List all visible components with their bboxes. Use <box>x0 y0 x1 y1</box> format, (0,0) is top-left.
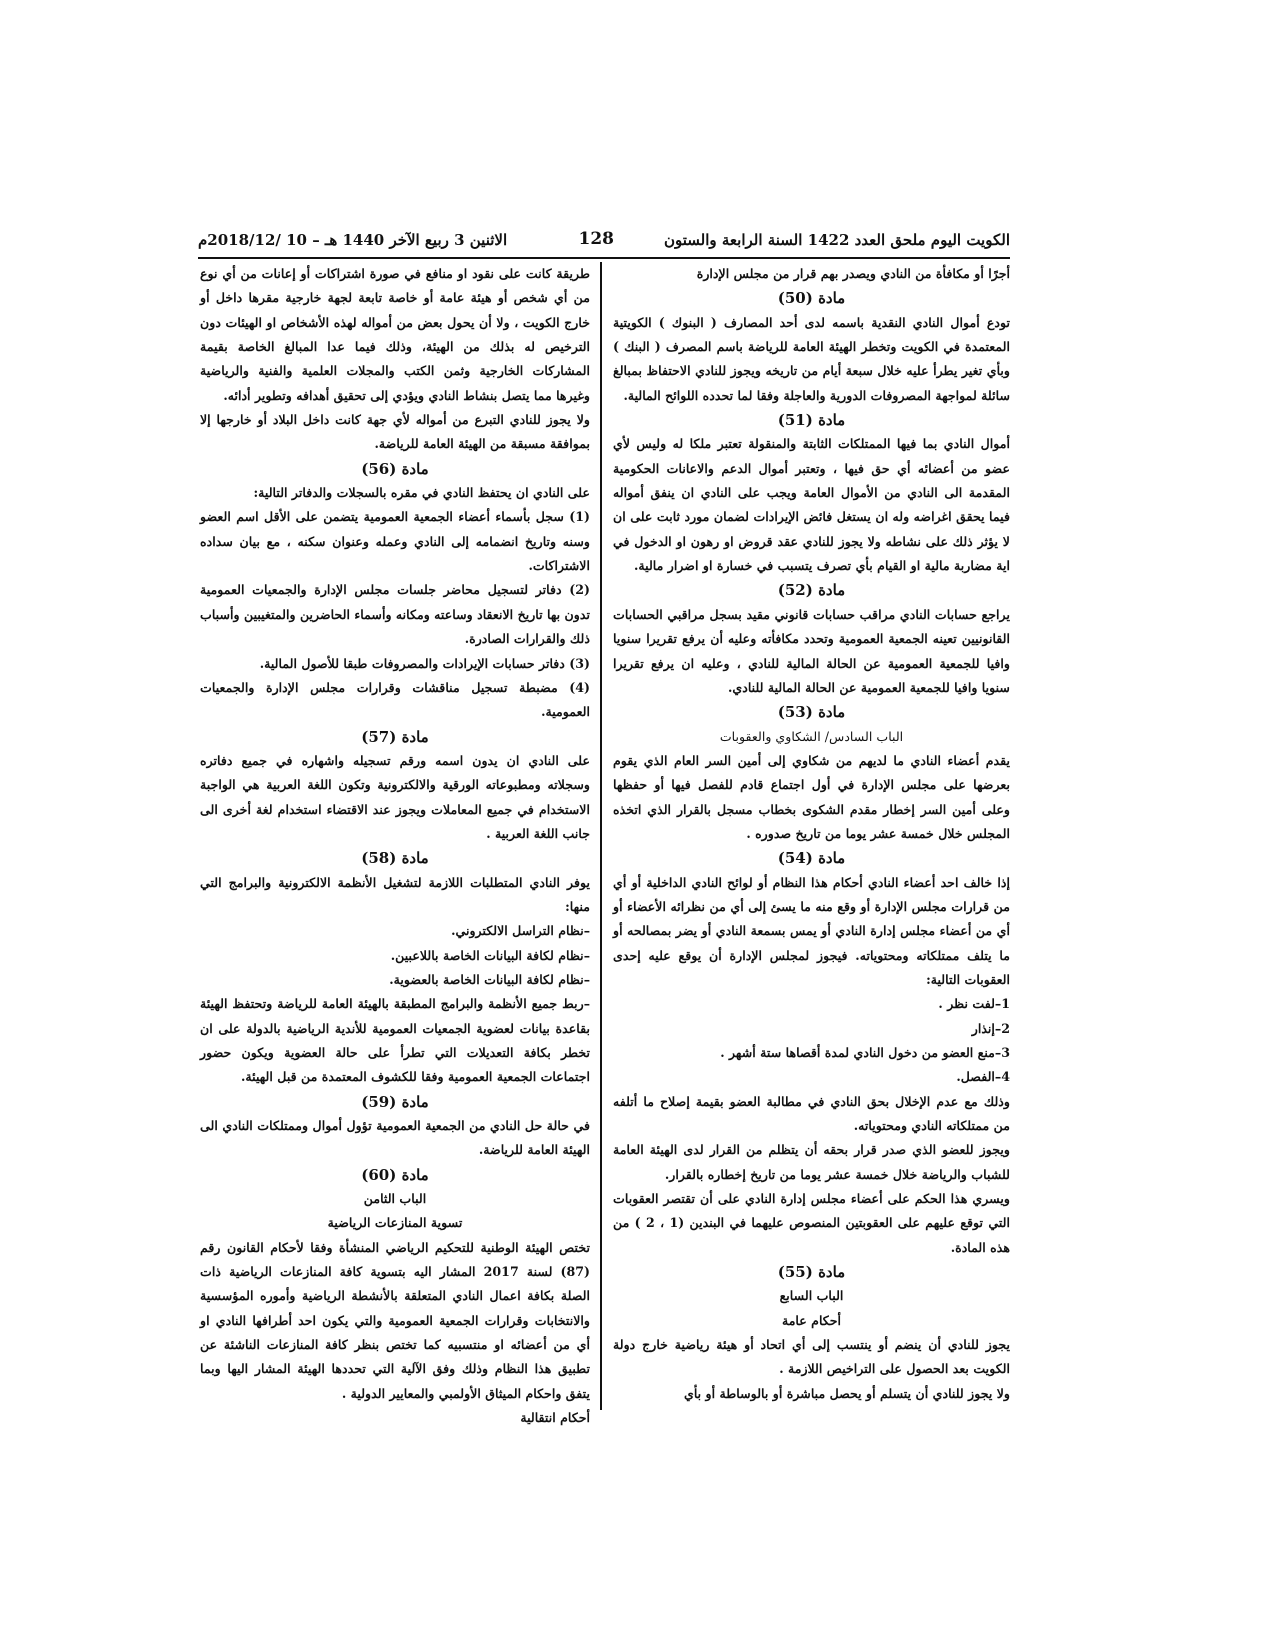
paragraph: ولا يجوز للنادي أن يتسلم أو يحصل مباشرة أو بالوساطة أو بأي <box>683 1385 1010 1401</box>
paragraph: يوفر النادي المتطلبات اللازمة لتشغيل الأنظمة الالكترونية والبرامج التي منها: <box>200 874 590 914</box>
chapter-title: الباب السادس/ الشكاوي والعقوبات <box>719 728 904 744</box>
section-title: أحكام عامة <box>781 1312 842 1328</box>
chapter-title: الباب السابع <box>779 1288 844 1304</box>
paragraph: تختص الهيئة الوطنية للتحكيم الرياضي المنشأة وفقا لأحكام القانون رقم (87) لسنة 2017 المشار اليه بتسوية كافة المنازعات الرياضية ذات الصلة بكافة اعمال النادي المتعلقة بالأنشطة الرياضية وأموره المؤسسية والانتخابات وقرارات الجمعية العمومية والتي يكون احد أطرافها النادي او أي من أعضائه او منتسبيه كما تختص بنظر كافة المنازعات الناشئة عن تطبيق هذا النظام وذلك وفق الآلية التي تحددها الهيئة المشار اليها وبما يتفق واحكام الميثاق الأولمبي والمعايير الدولية . <box>200 1239 591 1401</box>
column-divider <box>600 262 602 1410</box>
article-heading: مادة (51) <box>777 411 846 430</box>
paragraph: تودع أموال النادي النقدية باسمه لدى أحد المصارف ( البنوك ) الكويتية المعتمدة في الكويت وتخطر الهيئة العامة للرياضة باسم المصرف ( البنك ) وبأي تغير يطرأ عليه خلال سبعة أيام من تاريخه ويجوز للنادي الاحتفاظ بمبالغ سائلة لمواجهة المصروفات الدورية والعاجلة وفقا لما تحدده اللوائح المالية. <box>613 314 1010 403</box>
article-heading: مادة (55) <box>777 1263 846 1282</box>
list-item: –نظام التراسل الالكتروني. <box>451 923 590 939</box>
article-heading: مادة (58) <box>361 849 429 868</box>
paragraph: أموال النادي بما فيها الممتلكات الثابتة والمنقولة تعتبر ملكا له وليس لأي عضو من أعضائه أي حق فيها ، وتعتبر أموال الدعم والاعانات الحكومية المقدمة الى النادي من الأموال العامة ويجب على النادي ان ينفق أمواله فيما يحقق اغراضه وله ان يستغل فائض الإيرادات لضمان مورد ثابت على ان لا يؤثر ذلك على نشاطه ولا يجوز للنادي عقد قروض او رهون او الدخول في اية مضاربة مالية او القيام بأي تصرف يتسبب في خسارة او اضرار مالية. <box>613 436 1010 574</box>
section-title: أحكام انتقالية <box>520 1410 590 1426</box>
article-heading: مادة (52) <box>777 581 846 600</box>
paragraph: في حالة حل النادي من الجمعية العمومية تؤول أموال وممتلكات النادي الى الهيئة العامة للرياضة. <box>200 1118 590 1158</box>
list-item: (1) سجل بأسماء أعضاء الجمعية العمومية يتضمن على الأقل اسم العضو وسنه وتاريخ انضمامه إلى النادي وعمله وعنوان سكنه ، مع بيان سداده الاشتراكات. <box>200 509 590 574</box>
list-item: 2–إنذار <box>971 1020 1010 1036</box>
article-heading: مادة (50) <box>777 289 846 308</box>
paragraph: ويجوز للعضو الذي صدر قرار بحقه أن يتظلم من القرار لدى الهيئة العامة للشباب والرياضة خلال خمسة عشر يوما من تاريخ إخطاره بالقرار. <box>613 1142 1010 1182</box>
left-column <box>199 262 591 1426</box>
paragraph: أجرًا أو مكافأة من النادي ويصدر بهم قرار من مجلس الإدارة <box>696 266 1010 281</box>
paragraph: ويسري هذا الحكم على أعضاء مجلس إدارة النادي على أن تقتصر العقوبات التي توقع عليهم على العقوبتين المنصوص عليهما في البندين (1 ، 2 ) من هذه المادة. <box>613 1191 1011 1255</box>
paragraph: يقدم أعضاء النادي ما لديهم من شكاوي إلى أمين السر العام الذي يقوم بعرضها على مجلس الإدارة في أول اجتماع قادم للفصل فيها أو حفظها وعلى أمين السر إخطار مقدم الشكوى بخطاب مسجل بالقرار الذي اتخذه المجلس خلال خمسة عشر يوما من تاريخ صدوره . <box>613 752 1010 841</box>
paragraph: وذلك مع عدم الإخلال بحق النادي في مطالبة العضو بقيمة إصلاح ما أتلفه من ممتلكاته النادي ومحتوياته. <box>613 1093 1010 1134</box>
list-item: –نظام لكافة البيانات الخاصة باللاعبين. <box>390 947 590 963</box>
list-item: 1–لفت نظر . <box>938 996 1010 1012</box>
article-heading: مادة (54) <box>777 849 846 868</box>
paragraph: يراجع حسابات النادي مراقب حسابات قانوني مقيد بسجل مراقبي الحسابات القانونيين تعينه الجمعية العمومية وتحدد مكافأته وعليه أن يرفع تقريرا سنويا وافيا للجمعية العمومية عن الحالة المالية للنادي ، وعليه ان يرفع تقريرا سنويا وافيا للجمعية العمومية عن الحالة المالية للنادي. <box>613 606 1010 695</box>
paragraph: على النادي ان يحتفظ النادي في مقره بالسجلات والدفاتر التالية: <box>253 485 590 501</box>
header-date: الاثنين 3 ربيع الآخر 1440 هـ – 10 /2018/12م <box>198 231 508 249</box>
list-item: –ربط جميع الأنظمة والبرامج المطبقة بالهيئة العامة للرياضة وتحتفظ الهيئة بقاعدة بيانات لعضوية الجمعيات العمومية للأندية الرياضية بالدولة على ان تخطر بكافة التعديلات التي تطرأ على حالة العضوية ويكون حضور اجتماعات الجمعية العمومية وفقا للكشوف المعتمدة من قبل الهيئة. <box>200 996 590 1085</box>
page-header <box>198 227 1010 257</box>
paragraph: يجوز للنادي أن ينضم أو ينتسب إلى أي اتحاد أو هيئة رياضية خارج دولة الكويت بعد الحصول على التراخيص اللازمة . <box>613 1337 1010 1377</box>
list-item: 4–الفصل. <box>956 1069 1010 1085</box>
article-heading: مادة (60) <box>361 1165 429 1184</box>
article-heading: مادة (57) <box>361 727 429 746</box>
section-title: تسوية المنازعات الرياضية <box>327 1215 463 1231</box>
article-heading: مادة (53) <box>777 703 846 722</box>
chapter-title: الباب الثامن <box>363 1191 427 1207</box>
paragraph: طريقة كانت على نقود او منافع في صورة اشتراكات أو إعانات من أي نوع من أي شخص أو هيئة عامة أو خاصة تابعة لجهة خارجية مقرها داخل أو خارج الكويت ، ولا أن يحول بعض من أمواله لهذه الأشخاص او الهيئات دون الترخيص له بذلك من الهيئة، وذلك فيما عدا المبالغ الخاصة بقيمة المشاركات الخارجية وثمن الكتب والمجلات العلمية والفنية والرياضية وغيرها مما يتصل بنشاط النادي ويؤدي إلى تحقيق أهدافه وتطوير أدائه. <box>200 266 590 403</box>
list-item: (2) دفاتر لتسجيل محاضر جلسات مجلس الإدارة والجمعيات العمومية تدون بها تاريخ الانعقاد وساعته ومكانه وأسماء الحاضرين والمتغيبين وأسباب ذلك والقرارات الصادرة. <box>199 582 590 647</box>
page-number: 128 <box>578 229 614 249</box>
article-heading: مادة (59) <box>361 1092 429 1111</box>
list-item: –نظام لكافة البيانات الخاصة بالعضوية. <box>389 971 590 987</box>
right-column <box>613 262 1010 1410</box>
header-publication: الكويت اليوم ملحق العدد 1422 السنة الرابعة والستون <box>664 231 1010 249</box>
article-heading: مادة (56) <box>361 459 429 478</box>
paragraph: ولا يجوز للنادي التبرع من أمواله لأي جهة كانت داخل البلاد أو خارجها إلا بموافقة مسبقة من الهيئة العامة للرياضة. <box>200 412 590 452</box>
list-item: (4) مضبطة تسجيل مناقشات وقرارات مجلس الإدارة والجمعيات العمومية. <box>200 679 590 720</box>
paragraph: إذا خالف احد أعضاء النادي أحكام هذا النظام أو لوائح النادي الداخلية أو أي من قرارات مجلس الإدارة أو وقع منه ما يسئ إلى أي من نظرائه الأعضاء أو أي من أعضاء مجلس إدارة النادي أو يمس بسمعة النادي أو يضر بمصالحه أو ما يتلف ممتلكاته ومحتوياته. فيجوز لمجلس الإدارة أن يوقع عليه إحدى العقوبات التالية: <box>613 874 1010 987</box>
list-item: 3–منع العضو من دخول النادي لمدة أقصاها ستة أشهر . <box>720 1045 1010 1060</box>
list-item: (3) دفاتر حسابات الإيرادات والمصروفات طبقا للأصول المالية. <box>259 655 590 671</box>
header-rule <box>198 257 1010 259</box>
paragraph: على النادي ان يدون اسمه ورقم تسجيله واشهاره في جميع دفاتره وسجلاته ومطبوعاته الورقية والالكترونية وتكون اللغة العربية هي الواجبة الاستخدام في جميع المعاملات ويجوز عند الاقتضاء استخدام لغة أخرى الى جانب اللغة العربية . <box>200 752 590 841</box>
